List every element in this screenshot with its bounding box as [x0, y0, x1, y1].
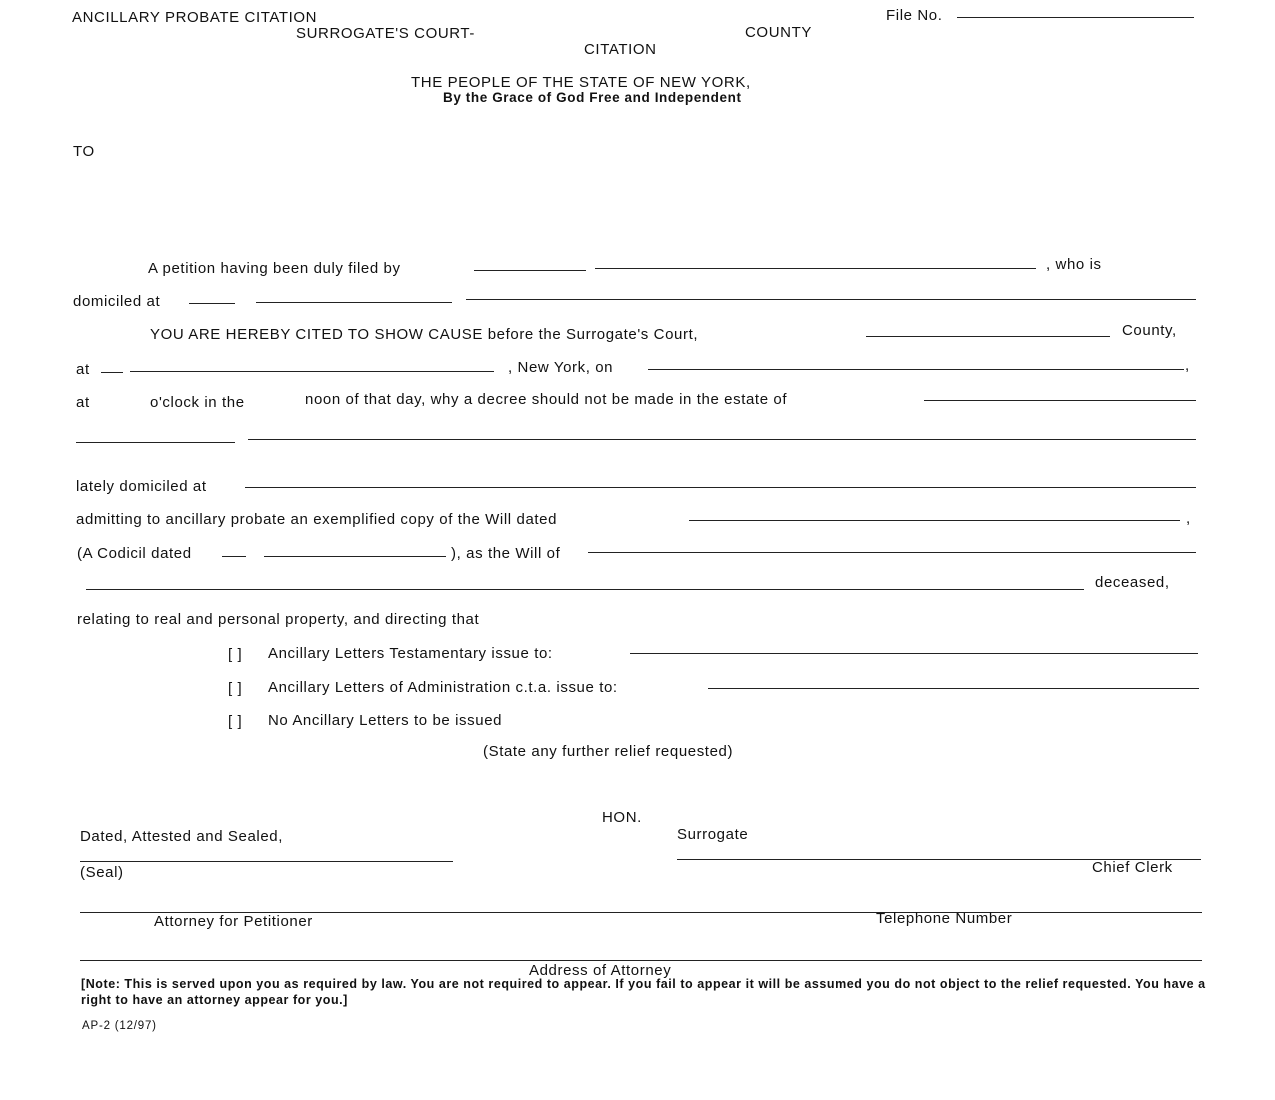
testamentary-issue-to-field[interactable]: [630, 653, 1198, 654]
attorney-for-petitioner-label: Attorney for Petitioner: [154, 913, 313, 930]
estate-field-2[interactable]: [76, 442, 235, 443]
attorney-address-line[interactable]: [80, 960, 1202, 961]
location-field-1[interactable]: [101, 372, 123, 373]
estate-field-3[interactable]: [248, 439, 1196, 440]
option-no-letters-label: No Ancillary Letters to be issued: [268, 712, 503, 729]
comma-2: ,: [1186, 510, 1191, 527]
grace-subheading: By the Grace of God Free and Independent: [443, 90, 742, 105]
legal-note: [Note: This is served upon you as required by law. You are not required to appear. If you fail to appear it will be assumed you do not object to the relief requested. You have a right to have an attorney appear for you.]: [81, 977, 1206, 1007]
at-label: at: [76, 361, 90, 378]
chief-clerk-label: Chief Clerk: [1092, 859, 1173, 876]
oclock-label: o'clock in the: [150, 394, 245, 411]
codicil-label: (A Codicil dated: [77, 545, 192, 562]
court-county-field[interactable]: [866, 336, 1110, 337]
codicil-date-field-2[interactable]: [264, 556, 446, 557]
at-label-2: at: [76, 394, 90, 411]
location-field-2[interactable]: [130, 371, 494, 372]
checkbox-testamentary[interactable]: [ ]: [228, 646, 243, 663]
form-title: ANCILLARY PROBATE CITATION: [72, 9, 318, 26]
seal-signature-line[interactable]: [80, 861, 453, 862]
cited-text: YOU ARE HEREBY CITED TO SHOW CAUSE before the Surrogate's Court,: [150, 326, 699, 343]
noon-text: noon of that day, why a decree should not be made in the estate of: [305, 391, 788, 408]
petition-filed-by-label: A petition having been duly filed by: [148, 260, 401, 277]
lately-domiciled-field[interactable]: [245, 487, 1196, 488]
petitioner-field-1[interactable]: [474, 270, 586, 271]
option-administration-label: Ancillary Letters of Administration c.t.a. issue to:: [268, 679, 618, 696]
checkbox-no-letters[interactable]: [ ]: [228, 713, 243, 730]
domicile-field-1[interactable]: [189, 303, 235, 304]
hon-label: HON.: [602, 809, 642, 826]
admitting-text: admitting to ancillary probate an exemplified copy of the Will dated: [76, 511, 558, 528]
will-of-label: ), as the Will of: [451, 545, 561, 562]
surrogate-label: Surrogate: [677, 826, 749, 843]
date-field[interactable]: [648, 369, 1184, 370]
county-label: COUNTY: [745, 24, 812, 41]
option-testamentary-label: Ancillary Letters Testamentary issue to:: [268, 645, 553, 662]
citation-heading: CITATION: [584, 41, 657, 58]
checkbox-administration[interactable]: [ ]: [228, 680, 243, 697]
file-no-field[interactable]: [957, 17, 1194, 18]
seal-label: (Seal): [80, 864, 124, 881]
administration-issue-to-field[interactable]: [708, 688, 1199, 689]
codicil-date-field-1[interactable]: [222, 556, 246, 557]
relating-text: relating to real and personal property, and directing that: [77, 611, 480, 628]
further-relief-label: (State any further relief requested): [483, 743, 734, 760]
comma-1: ,: [1185, 357, 1190, 374]
will-date-field[interactable]: [689, 520, 1180, 521]
decedent-field[interactable]: [86, 589, 1084, 590]
dated-attested-label: Dated, Attested and Sealed,: [80, 828, 284, 845]
address-of-attorney-label: Address of Attorney: [529, 962, 672, 979]
court-label: SURROGATE'S COURT-: [296, 25, 475, 42]
who-is-label: , who is: [1046, 256, 1102, 273]
people-heading: THE PEOPLE OF THE STATE OF NEW YORK,: [411, 74, 751, 91]
will-of-field[interactable]: [588, 552, 1196, 553]
petitioner-field-2[interactable]: [595, 268, 1036, 269]
deceased-label: deceased,: [1095, 574, 1170, 591]
domicile-field-3[interactable]: [466, 299, 1196, 300]
lately-domiciled-label: lately domiciled at: [76, 478, 207, 495]
domicile-field-2[interactable]: [256, 302, 452, 303]
domiciled-at-label: domiciled at: [73, 293, 161, 310]
telephone-label: Telephone Number: [876, 910, 1013, 927]
to-label: TO: [73, 143, 95, 160]
file-no-label: File No.: [886, 7, 943, 24]
county-word: County,: [1122, 322, 1177, 339]
estate-field-1[interactable]: [924, 400, 1196, 401]
form-code: AP-2 (12/97): [82, 1020, 157, 1032]
new-york-on-label: , New York, on: [508, 359, 614, 376]
